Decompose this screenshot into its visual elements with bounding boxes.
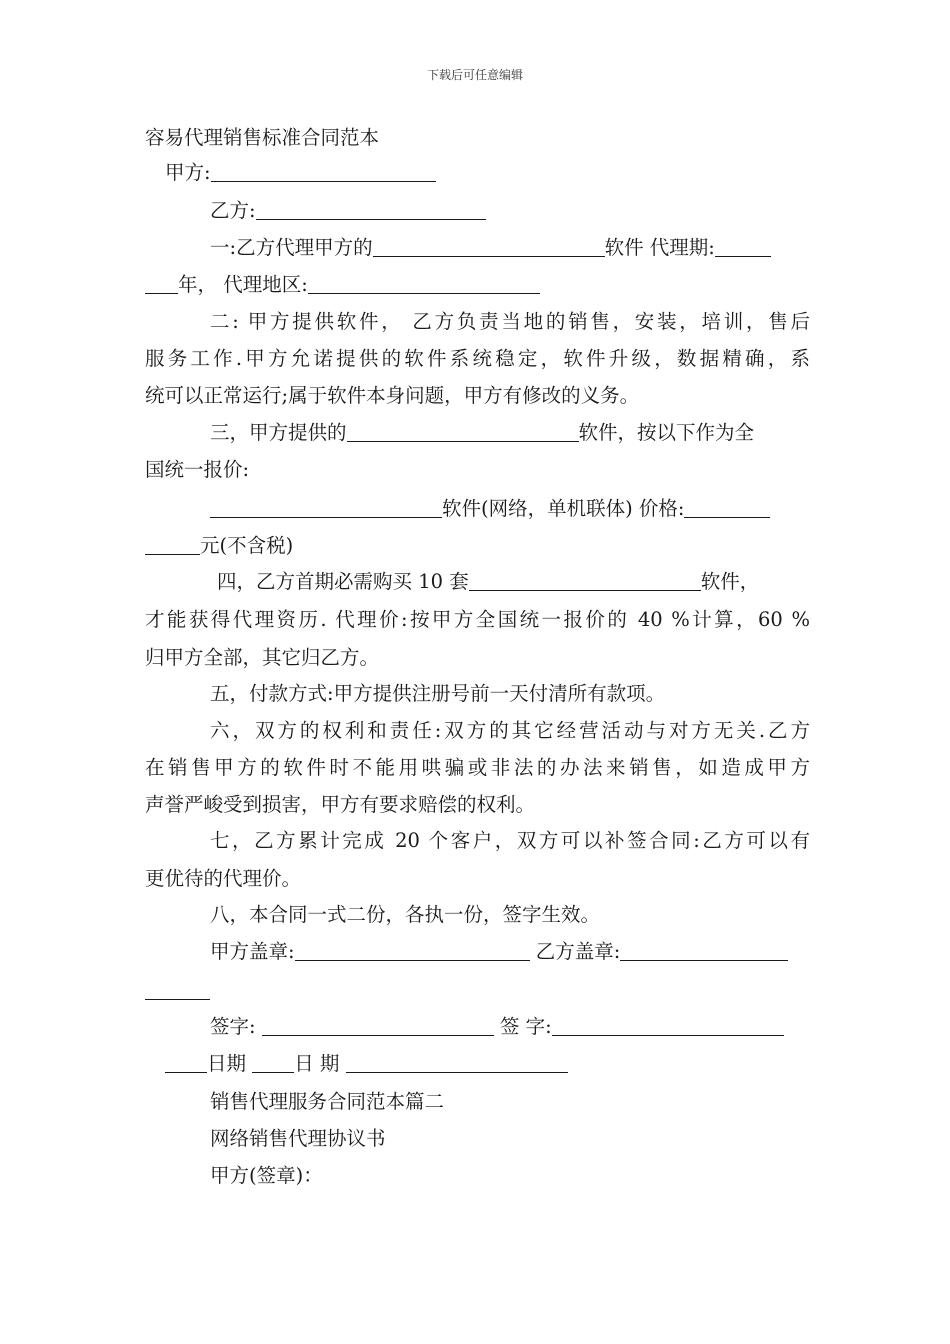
software-name-blank xyxy=(373,236,605,257)
party-b-line xyxy=(145,192,875,229)
clause-2-line-3: 统可以正常运行;属于软件本身问题，甲方有修改的义务。 xyxy=(145,384,640,407)
clause-4-text-a: 四，乙方首期必需购买 10 套 xyxy=(217,570,469,593)
clause-7-line-1: 七，乙方累计完成 20 个客户，双方可以补签合同:乙方可以有 xyxy=(210,829,810,852)
party-b-label: 乙方: xyxy=(210,199,256,222)
signature-a-blank xyxy=(262,1015,494,1036)
clause-7-line-2: 更优待的代理价。 xyxy=(145,867,302,890)
clause-4-text-b: 软件， xyxy=(700,570,760,593)
clause-3-product-blank xyxy=(210,497,442,518)
date-line xyxy=(145,1045,810,1082)
clause-3-line-1 xyxy=(145,414,810,451)
party-b-blank xyxy=(256,199,486,220)
price-blank-1 xyxy=(684,497,770,518)
clause-3-software-blank xyxy=(347,421,579,442)
clause-4-line-1 xyxy=(145,563,810,600)
date-a-blank xyxy=(165,1052,207,1073)
seal-b-label: 乙方盖章: xyxy=(535,940,621,963)
clause-1-line-2 xyxy=(145,266,810,303)
clause-2-line-2: 服务工作.甲方允诺提供的软件系统稳定，软件升级，数据精确，系 xyxy=(145,347,810,370)
seal-line-2 xyxy=(145,972,810,1009)
party-a-line xyxy=(145,154,830,191)
clause-6-line-3: 声誉严峻受到损害，甲方有要求赔偿的权利。 xyxy=(145,793,536,816)
agency-region-blank xyxy=(308,273,540,294)
seal-a-label: 甲方盖章: xyxy=(210,940,295,963)
seal-b-blank-2 xyxy=(145,979,210,1000)
clause-6-line-2: 在销售甲方的软件时不能用哄骗或非法的办法来销售，如造成甲方 xyxy=(145,756,810,779)
agency-period-blank-1 xyxy=(715,236,771,257)
section-heading-2: 销售代理服务合同范本篇二 xyxy=(210,1090,445,1113)
seal-a-blank xyxy=(295,940,530,961)
clause-4-line-2: 才能获得代理资历. 代理价:按甲方全国统一报价的 40 %计算，60 % xyxy=(145,608,810,631)
clause-3-line-3 xyxy=(145,490,810,527)
date-b-blank xyxy=(346,1052,568,1073)
signature-b-label: 签 字: xyxy=(499,1015,552,1038)
clause-1-text-a: 一:乙方代理甲方的 xyxy=(210,236,373,259)
clause-6-line-1: 六，双方的权利和责任:双方的其它经营活动与对方无关.乙方 xyxy=(210,719,810,742)
seal-line xyxy=(145,933,810,970)
clause-4-software-blank xyxy=(469,570,701,591)
seal-b-blank-1 xyxy=(620,940,788,961)
clause-3-line-2: 国统一报价: xyxy=(145,458,250,481)
page-header: 下载后可任意编辑 xyxy=(426,68,523,82)
signature-a-label: 签字: xyxy=(210,1015,262,1038)
agency-period-blank-2 xyxy=(145,273,178,294)
date-a-label: 日期 xyxy=(207,1052,253,1075)
clause-3-text-d: 元(不含税) xyxy=(200,534,294,557)
agreement-title: 网络销售代理协议书 xyxy=(210,1127,386,1150)
signature-b-blank xyxy=(552,1015,784,1036)
clause-3-line-4 xyxy=(145,527,810,564)
clause-3-text-c: 软件(网络，单机联体) 价格: xyxy=(442,497,685,520)
date-b-label: 日 期 xyxy=(294,1052,346,1075)
clause-1-text-b: 软件 代理期: xyxy=(604,236,715,259)
clause-2-line-1: 二: 甲方提供软件， 乙方负责当地的销售，安装，培训，售后 xyxy=(210,310,810,333)
clause-4-line-3: 归甲方全部，其它归乙方。 xyxy=(145,646,380,669)
party-a-blank xyxy=(211,161,436,182)
price-blank-2 xyxy=(145,534,200,555)
clause-3-text-a: 三，甲方提供的 xyxy=(210,421,347,444)
clause-3-text-b: 软件，按以下作为全 xyxy=(578,421,755,444)
clause-1-line-1 xyxy=(145,229,810,266)
signature-line xyxy=(145,1008,810,1045)
clause-5-line: 五，付款方式:甲方提供注册号前一天付清所有款项。 xyxy=(210,682,666,705)
clause-8-line: 八，本合同一式二份，各执一份，签字生效。 xyxy=(210,903,601,926)
document-title: 容易代理销售标准合同范本 xyxy=(145,126,380,149)
clause-1-text-c: 年， 代理地区: xyxy=(178,273,308,296)
party-a-signature-label: 甲方(签章)： xyxy=(210,1164,323,1187)
date-b-blank-pre xyxy=(252,1052,294,1073)
party-a-label: 甲方: xyxy=(165,161,211,184)
